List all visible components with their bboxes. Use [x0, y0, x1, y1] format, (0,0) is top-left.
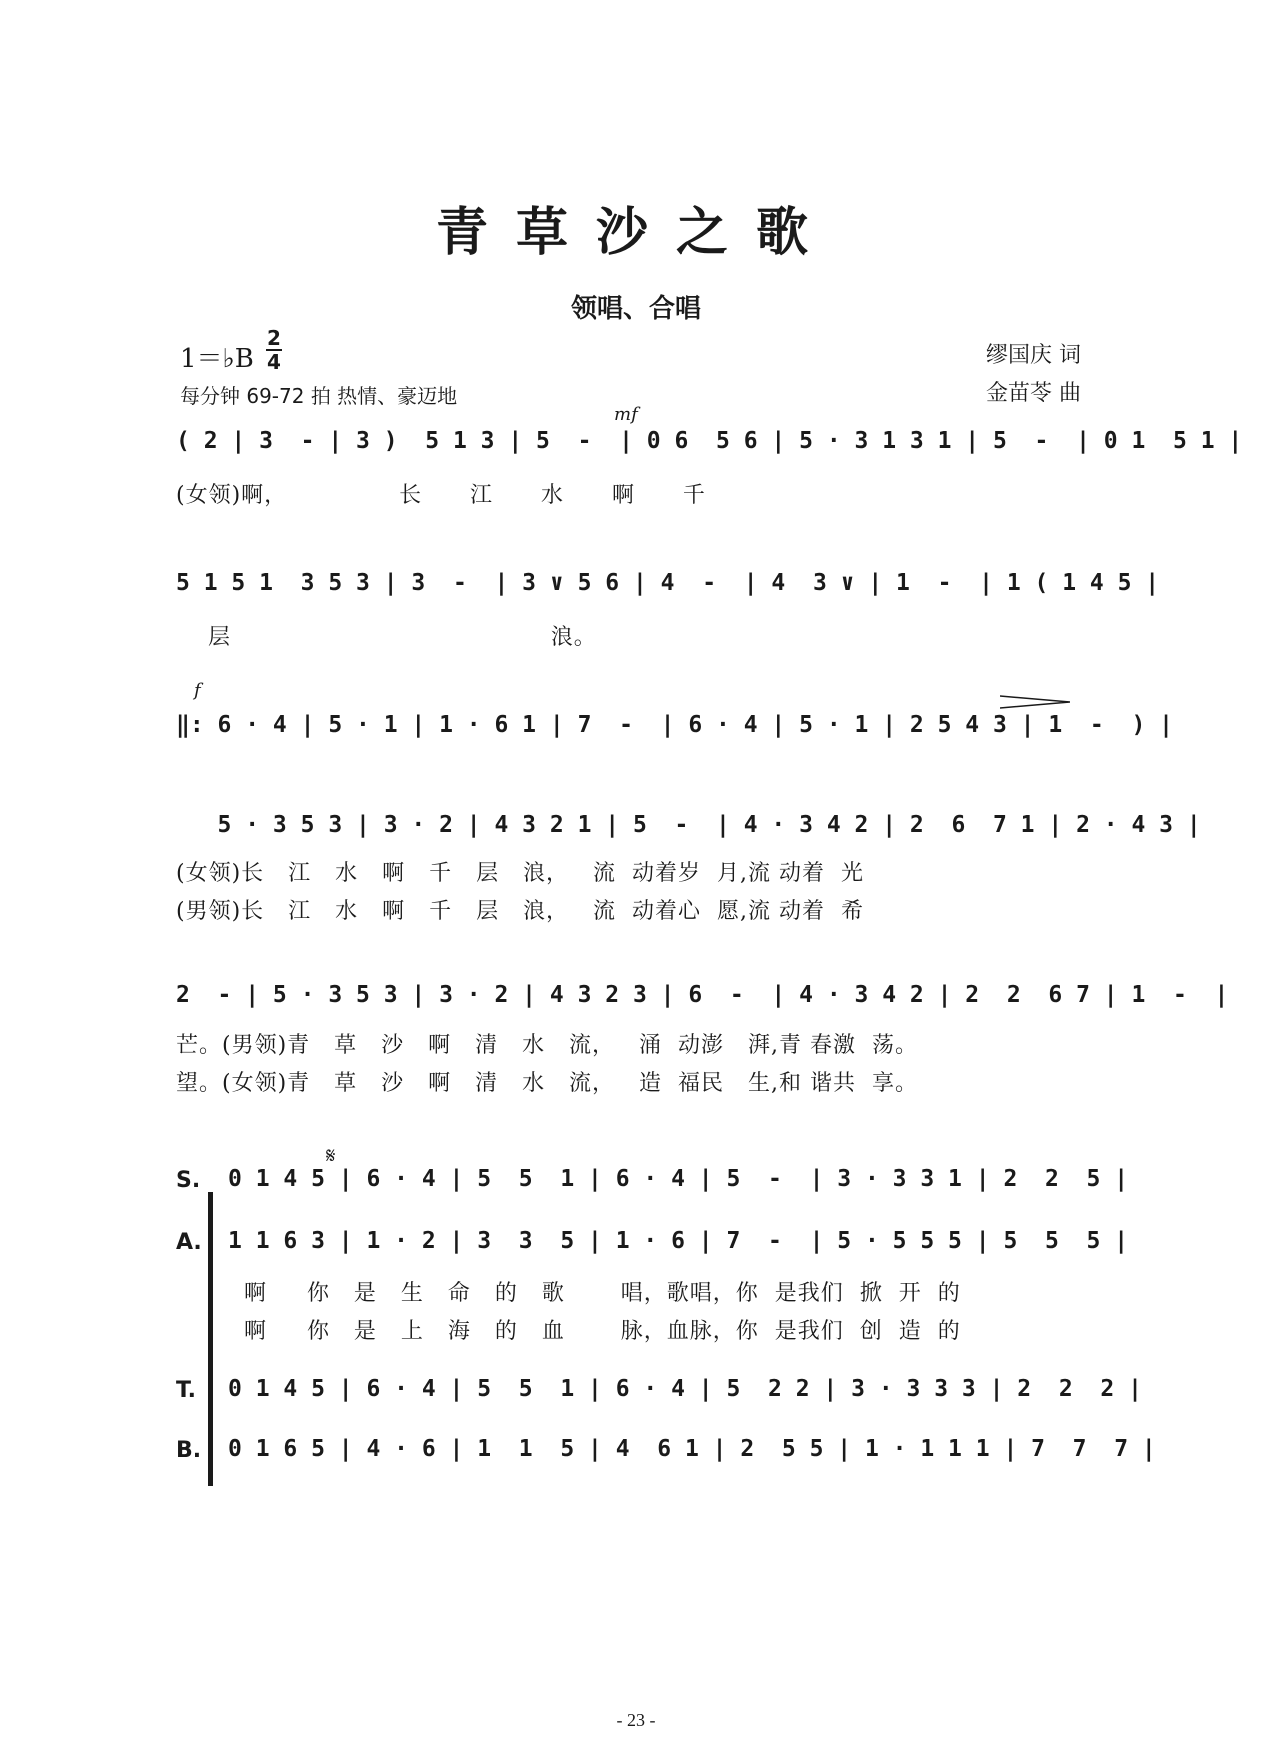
- voice-label-soprano: S.: [176, 1168, 201, 1193]
- time-signature: [266, 328, 282, 372]
- voice-label-tenor: T.: [176, 1378, 197, 1403]
- voice-label-alto: A.: [176, 1230, 202, 1255]
- lyrics-row-1: (女领)啊， 长 江 水 啊 千: [176, 483, 706, 508]
- lyrics-row-4-female: (女领)长 江 水 啊 千 层 浪， 流 动着岁 月,流 动着 光: [176, 861, 864, 886]
- notation-alto: 1 1 6 3 | 1 · 2 | 3 3 5 | 1 · 6 | 7 - | 5 · 5 5 5 | 5 5 5 |: [228, 1228, 1129, 1254]
- page-number: - 23 -: [616, 1710, 656, 1730]
- notation-row-2: 5 1 5 1 3 5 3 | 3 - | 3 ∨ 5 6 | 4 - | 4 3 ∨ | 1 - | 1 ( 1 4 5 |: [176, 570, 1160, 596]
- decrescendo-hairpin: [1000, 694, 1070, 710]
- time-signature-bottom: 4: [267, 350, 281, 374]
- notation-row-4: 5 · 3 5 3 | 3 · 2 | 4 3 2 1 | 5 - | 4 · 3 4 2 | 2 6 7 1 | 2 · 4 3 |: [176, 812, 1201, 838]
- notation-row-1: ( 2 | 3 - | 3 ) 5 1 3 | 5 - | 0 6 5 6 | 5 · 3 1 3 1 | 5 - | 0 1 5 1 |: [176, 428, 1243, 454]
- notation-row-5: 2 - | 5 · 3 5 3 | 3 · 2 | 4 3 2 3 | 6 - | 4 · 3 4 2 | 2 2 6 7 | 1 - |: [176, 982, 1229, 1008]
- notation-row-3: ‖: 6 · 4 | 5 · 1 | 1 · 6 1 | 7 - | 6 · 4 | 5 · 1 | 2 5 4 3 | 1 - ) |: [176, 712, 1173, 738]
- dynamic-f: f: [194, 680, 201, 701]
- composer-credit: 金苗苓 曲: [986, 381, 1081, 406]
- lyrics-row-2: 层 浪。: [176, 625, 597, 650]
- choir-lyrics-1: 啊 你 是 生 命 的 歌 唱，歌唱，你 是我们 掀 开 的: [228, 1281, 961, 1306]
- notation-bass: 0 1 6 5 | 4 · 6 | 1 1 5 | 4 6 1 | 2 5 5 | 1 · 1 1 1 | 7 7 7 |: [228, 1436, 1156, 1462]
- lyricist-credit: 缪国庆 词: [986, 343, 1081, 368]
- voice-label-bass: B.: [176, 1438, 202, 1463]
- notation-soprano: 0 1 4 5 | 6 · 4 | 5 5 1 | 6 · 4 | 5 - | 3 · 3 3 1 | 2 2 5 |: [228, 1166, 1129, 1192]
- lyrics-row-4-male: (男领)长 江 水 啊 千 层 浪， 流 动着心 愿,流 动着 希: [176, 899, 864, 924]
- choir-bracket: [208, 1192, 219, 1486]
- tempo-marking: 每分钟 69-72 拍 热情、豪迈地: [180, 384, 458, 408]
- lyrics-row-5-female: 望。(女领)青 草 沙 啊 清 水 流， 造 福民 生,和 谐共 享。: [176, 1071, 918, 1096]
- key-signature: 1＝♭B: [180, 344, 254, 374]
- song-subtitle: 领唱、合唱: [570, 294, 701, 324]
- time-signature-top: 2: [267, 326, 281, 350]
- lyrics-row-5-male: 芒。(男领)青 草 沙 啊 清 水 流， 涌 动澎 湃,青 春激 荡。: [176, 1033, 918, 1058]
- song-title: 青草沙之歌: [435, 202, 836, 263]
- choir-lyrics-2: 啊 你 是 上 海 的 血 脉，血脉，你 是我们 创 造 的: [228, 1319, 961, 1344]
- segno-sign: 𝄋: [326, 1144, 336, 1169]
- dynamic-mf: mf: [614, 404, 638, 425]
- notation-tenor: 0 1 4 5 | 6 · 4 | 5 5 1 | 6 · 4 | 5 2 2 | 3 · 3 3 3 | 2 2 2 |: [228, 1376, 1142, 1402]
